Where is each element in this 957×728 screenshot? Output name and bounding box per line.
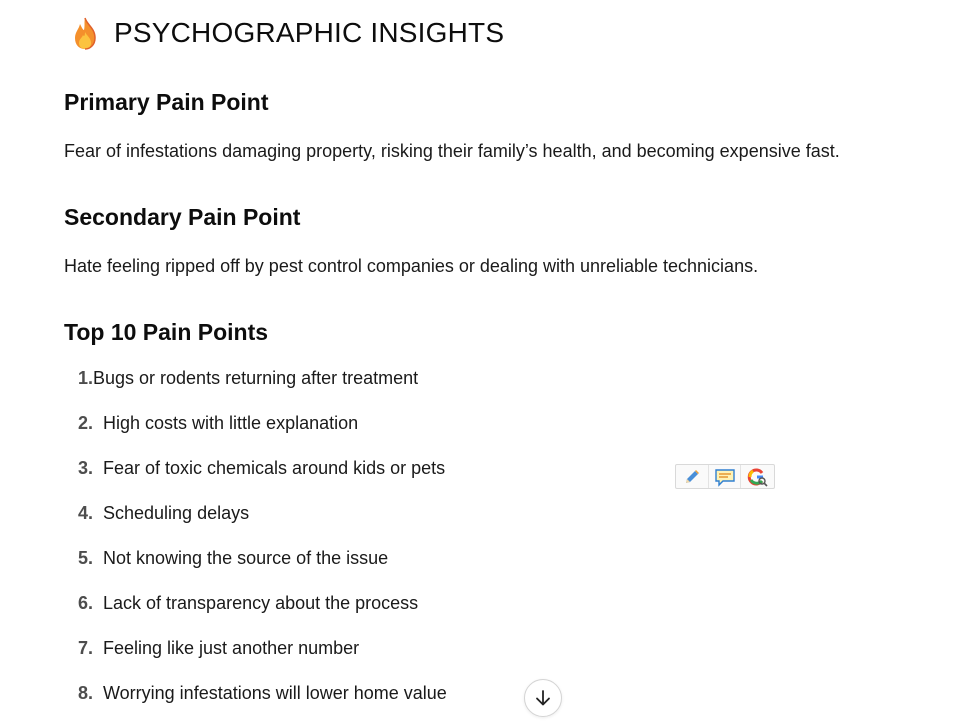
page-title-text: PSYCHOGRAPHIC INSIGHTS bbox=[114, 17, 505, 48]
list-item-number: 1. bbox=[77, 368, 93, 388]
list-item bbox=[64, 593, 447, 638]
list-item-text: Lack of transparency about the process bbox=[103, 593, 419, 613]
list-item-number: 6. bbox=[77, 593, 93, 613]
primary-pain-heading: Primary Pain Point bbox=[64, 89, 269, 115]
list-item-text: Bugs or rodents returning after treatment bbox=[93, 368, 419, 388]
page-title bbox=[70, 16, 504, 50]
secondary-pain-text: Hate feeling ripped off by pest control companies or dealing with unreliable technicians. bbox=[64, 256, 759, 276]
list-item bbox=[64, 413, 447, 458]
edit-button[interactable] bbox=[676, 465, 709, 488]
comment-button[interactable] bbox=[709, 465, 742, 488]
list-item-text: Feeling like just another number bbox=[103, 638, 360, 658]
fire-icon bbox=[70, 16, 100, 50]
list-item bbox=[64, 503, 447, 548]
list-item-number: 7. bbox=[77, 638, 93, 658]
list-item-number: 8. bbox=[77, 683, 93, 703]
top-pain-points-heading: Top 10 Pain Points bbox=[64, 319, 269, 345]
arrow-down-icon bbox=[534, 689, 552, 707]
google-search-button[interactable] bbox=[741, 465, 774, 488]
comment-icon bbox=[714, 467, 736, 487]
list-item-number: 3. bbox=[77, 458, 93, 478]
scroll-down-button[interactable] bbox=[524, 679, 562, 717]
list-item-text: Not knowing the source of the issue bbox=[103, 548, 389, 568]
list-item bbox=[64, 458, 447, 503]
list-item-number: 5. bbox=[77, 548, 93, 568]
google-search-icon bbox=[747, 467, 769, 487]
list-item bbox=[64, 638, 447, 683]
list-item-number: 2. bbox=[77, 413, 93, 433]
list-item bbox=[64, 368, 447, 413]
list-item-text: Worrying infestations will lower home value bbox=[103, 683, 447, 703]
list-item-number: 4. bbox=[77, 503, 93, 523]
list-item bbox=[64, 683, 447, 728]
floating-toolbar bbox=[675, 464, 775, 489]
pencil-icon bbox=[682, 467, 702, 487]
pain-points-list bbox=[64, 368, 447, 728]
list-item-text: Fear of toxic chemicals around kids or pets bbox=[103, 458, 446, 478]
list-item bbox=[64, 548, 447, 593]
secondary-pain-heading: Secondary Pain Point bbox=[64, 204, 301, 230]
list-item-text: High costs with little explanation bbox=[103, 413, 359, 433]
primary-pain-text: Fear of infestations damaging property, risking their family’s health, and becoming expensive fast. bbox=[64, 141, 840, 161]
list-item-text: Scheduling delays bbox=[103, 503, 250, 523]
